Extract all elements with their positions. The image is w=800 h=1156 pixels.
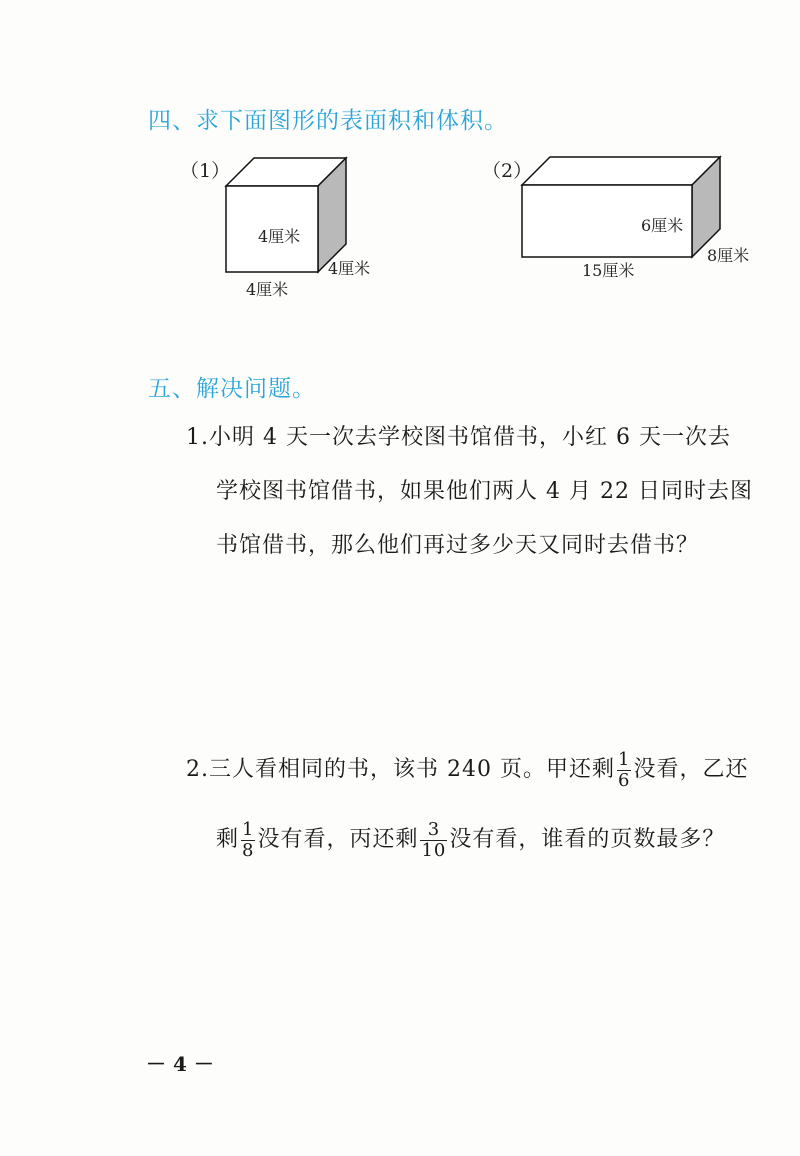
problem-2-line-1 — [186, 740, 766, 800]
problem-2-text-e: 没有看，谁看的页数最多？ — [449, 827, 726, 852]
problem-2-line-2 — [186, 810, 766, 870]
fraction-one-sixth — [617, 750, 631, 791]
section-heading-5: 五、解决问题。 — [148, 376, 316, 402]
fraction-one-eighth — [241, 820, 255, 861]
cube-width-label: 4厘米 — [246, 280, 289, 299]
cube-height-label: 4厘米 — [258, 227, 301, 246]
fraction-denominator: 6 — [617, 769, 631, 791]
fraction-numerator: 1 — [617, 748, 631, 770]
cuboid-drawing — [522, 157, 722, 261]
figure-2-number: （2） — [482, 160, 533, 182]
problem-1 — [186, 411, 766, 573]
fraction-numerator: 1 — [242, 818, 255, 840]
cuboid-width-label: 15厘米 — [582, 261, 635, 280]
cube-depth-label: 4厘米 — [328, 259, 371, 278]
cuboid-depth-label: 8厘米 — [707, 246, 750, 265]
problem-1-line-1: 1.小明 4 天一次去学校图书馆借书，小红 6 天一次去 — [186, 425, 731, 450]
cuboid-figure — [522, 157, 722, 265]
cuboid-height-label: 6厘米 — [641, 216, 684, 235]
fraction-three-tenths — [420, 820, 447, 861]
problem-1-line-3: 书馆借书，那么他们再过多少天又同时去借书？ — [216, 533, 700, 558]
fraction-numerator: 3 — [427, 818, 441, 840]
problem-1-line-2: 学校图书馆借书，如果他们两人 4 月 22 日同时去图 — [216, 479, 753, 504]
problem-2-text-c: 剩 — [216, 827, 240, 852]
problem-2-text-d: 没有看，丙还剩 — [257, 827, 419, 852]
problem-2-text-b: 没看，乙还 — [633, 757, 749, 782]
page-number: － 4 － — [146, 1052, 214, 1076]
section-heading-4: 四、求下面图形的表面积和体积。 — [148, 108, 508, 134]
fraction-denominator: 8 — [242, 839, 255, 861]
figure-1-number: （1） — [180, 160, 231, 182]
fraction-denominator: 10 — [421, 839, 447, 861]
cuboid-top-face — [522, 157, 720, 185]
problem-2-text-a: 2.三人看相同的书，该书 240 页。甲还剩 — [186, 757, 615, 782]
problem-2 — [186, 740, 766, 870]
